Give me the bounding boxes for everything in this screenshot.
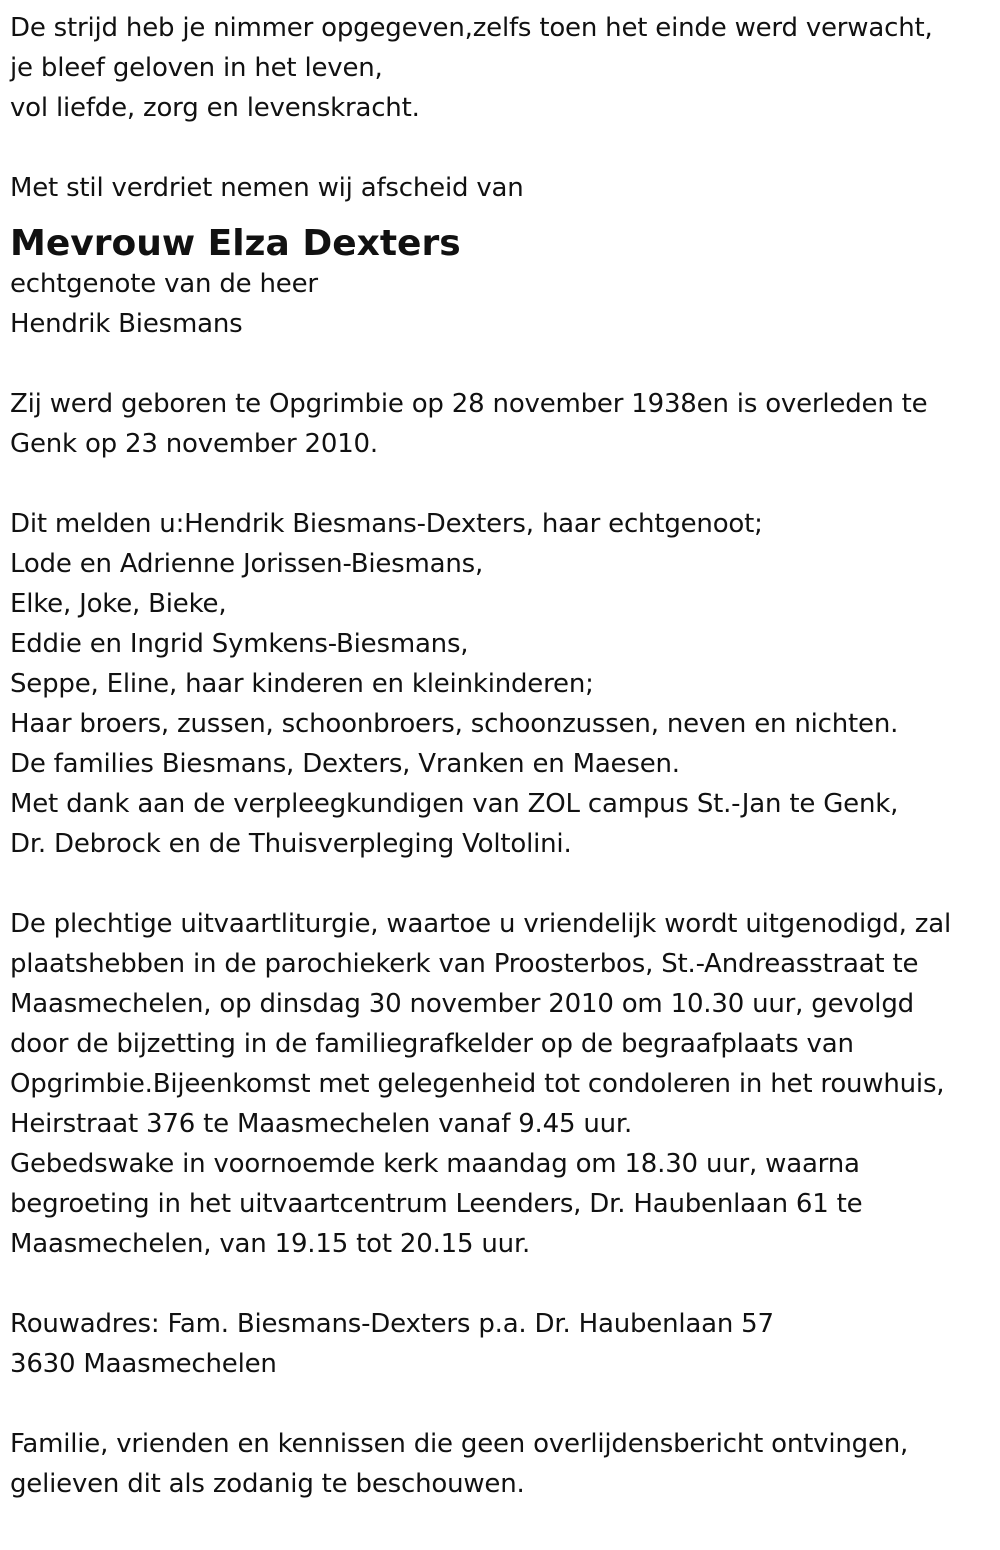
- family-line: Dit melden u:Hendrik Biesmans-Dexters, haar echtgenoot;: [10, 509, 763, 539]
- address-line: 3630 Maasmechelen: [10, 1349, 277, 1379]
- family-line: Seppe, Eline, haar kinderen en kleinkinderen;: [10, 669, 594, 699]
- ceremony-line: Heirstraat 376 te Maasmechelen vanaf 9.45 uur.: [10, 1109, 633, 1139]
- spouse-info: [10, 264, 990, 344]
- ceremony-line: Maasmechelen, van 19.15 tot 20.15 uur.: [10, 1229, 531, 1259]
- ceremony-line: De plechtige uitvaartliturgie, waartoe u vriendelijk wordt uitgenodigd, zal: [10, 909, 952, 939]
- closing-line: Familie, vrienden en kennissen die geen overlijdensbericht ontvingen,: [10, 1429, 909, 1459]
- spouse-line: echtgenote van de heer: [10, 269, 318, 299]
- family-line: De families Biesmans, Dexters, Vranken en Maesen.: [10, 749, 680, 779]
- spacer: [10, 464, 990, 504]
- birth-death-line: Genk op 23 november 2010.: [10, 429, 378, 459]
- mourning-address: [10, 1304, 990, 1384]
- ceremony-line: Opgrimbie.Bijeenkomst met gelegenheid tot condoleren in het rouwhuis,: [10, 1069, 945, 1099]
- deceased-name: Mevrouw Elza Dexters: [10, 223, 461, 264]
- family-line: Met dank aan de verpleegkundigen van ZOL campus St.-Jan te Genk,: [10, 789, 899, 819]
- poem-line: je bleef geloven in het leven,: [10, 53, 383, 83]
- birth-death-info: [10, 384, 990, 464]
- family-line: Eddie en Ingrid Symkens-Biesmans,: [10, 629, 469, 659]
- spacer: [10, 128, 990, 168]
- birth-death-line: Zij werd geboren te Opgrimbie op 28 november 1938en is overleden te: [10, 389, 928, 419]
- closing-note: [10, 1424, 990, 1504]
- ceremony-line: Gebedswake in voornoemde kerk maandag om 18.30 uur, waarna: [10, 1149, 860, 1179]
- poem-line: De strijd heb je nimmer opgegeven,zelfs toen het einde werd verwacht,: [10, 13, 933, 43]
- ceremony-info: [10, 904, 990, 1264]
- family-line: Haar broers, zussen, schoonbroers, schoonzussen, neven en nichten.: [10, 709, 899, 739]
- spouse-line: Hendrik Biesmans: [10, 309, 243, 339]
- family-line: Lode en Adrienne Jorissen-Biesmans,: [10, 549, 484, 579]
- poem-line: vol liefde, zorg en levenskracht.: [10, 93, 420, 123]
- ceremony-line: begroeting in het uitvaartcentrum Leenders, Dr. Haubenlaan 61 te: [10, 1189, 863, 1219]
- family-line: Elke, Joke, Bieke,: [10, 589, 227, 619]
- intro-text: Met stil verdriet nemen wij afscheid van: [10, 173, 524, 203]
- closing-line: gelieven dit als zodanig te beschouwen.: [10, 1469, 525, 1499]
- ceremony-line: plaatshebben in de parochiekerk van Proosterbos, St.-Andreasstraat te: [10, 949, 919, 979]
- poem: [10, 8, 990, 128]
- spacer: [10, 344, 990, 384]
- spacer: [10, 1384, 990, 1424]
- family-list: [10, 504, 990, 864]
- ceremony-line: Maasmechelen, op dinsdag 30 november 2010 om 10.30 uur, gevolgd: [10, 989, 914, 1019]
- ceremony-line: door de bijzetting in de familiegrafkelder op de begraafplaats van: [10, 1029, 854, 1059]
- spacer: [10, 864, 990, 904]
- family-line: Dr. Debrock en de Thuisverpleging Voltolini.: [10, 829, 572, 859]
- address-line: Rouwadres: Fam. Biesmans-Dexters p.a. Dr. Haubenlaan 57: [10, 1309, 774, 1339]
- spacer: [10, 1264, 990, 1304]
